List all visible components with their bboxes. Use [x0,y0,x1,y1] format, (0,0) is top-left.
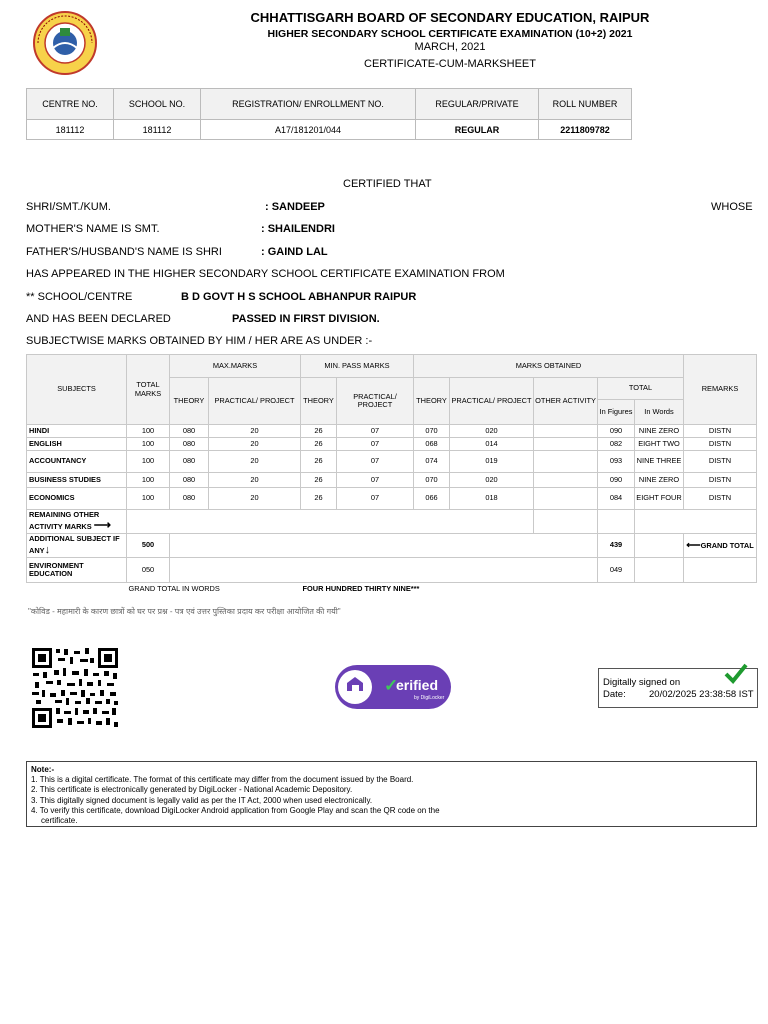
total-words: NINE ZERO [635,425,684,438]
mother-label: MOTHER'S NAME IS SMT. [26,223,160,235]
note-item: 4. To verify this certificate, download DigiLocker Android application from Google Play and scan the QR code on the [31,805,440,815]
max-theory: 080 [170,438,209,451]
total-words: NINE THREE [635,451,684,473]
verified-text: erified [396,677,439,693]
min-theory: 26 [301,488,337,510]
max-theory: 080 [170,451,209,473]
obtained-practical: 018 [450,488,534,510]
other-activity [534,473,598,488]
centre-no: 181112 [27,120,114,140]
environment-obtained: 049 [598,558,635,583]
total-marks: 100 [127,438,170,451]
min-practical: 07 [337,451,414,473]
max-theory: 080 [170,425,209,438]
verified-check-icon: ✓ [384,676,399,695]
certified-that: CERTIFIED THAT [343,178,432,190]
header-school-no: SCHOOL NO. [114,89,201,120]
total-figures: 082 [598,438,635,451]
total-figures: 093 [598,451,635,473]
col-total-marks: TOTAL MARKS [127,355,170,425]
min-theory: 26 [301,451,337,473]
total-figures: 090 [598,425,635,438]
col-other-activity: OTHER ACTIVITY [534,378,598,425]
total-marks: 100 [127,473,170,488]
obtained-theory: 074 [414,451,450,473]
grand-total-words-label: GRAND TOTAL IN WORDS [128,584,220,594]
grand-total-words: FOUR HUNDRED THIRTY NINE*** [302,584,420,594]
arrow-right-icon: ⟶ [93,517,111,532]
document-type: CERTIFICATE-CUM-MARKSHEET [364,58,536,70]
subject-name: BUSINESS STUDIES [27,473,127,488]
total-figures: 084 [598,488,635,510]
max-practical: 20 [209,488,301,510]
remaining-activity-label [27,510,127,534]
obtained-theory: 070 [414,473,450,488]
table-row [27,438,757,451]
total-marks: 100 [127,425,170,438]
col-remarks: REMARKS [684,355,757,425]
total-marks: 100 [127,451,170,473]
regular-private: REGULAR [416,120,539,140]
total-words: EIGHT TWO [635,438,684,451]
marks-table [26,354,757,596]
header-regular-private: REGULAR/PRIVATE [416,89,539,120]
subject-name: ACCOUNTANCY [27,451,127,473]
subject-name: ECONOMICS [27,488,127,510]
father-name: : GAIND LAL [261,246,328,258]
min-practical: 07 [337,473,414,488]
whose-label: WHOSE [711,201,753,213]
verified-by-text: by DigiLocker [414,695,445,701]
col-in-words: In Words [635,400,684,425]
school-label: ** SCHOOL/CENTRE [26,291,133,303]
max-total: 500 [127,534,170,558]
table-row [27,425,757,438]
candidate-info-table [26,88,632,140]
max-theory: 080 [170,488,209,510]
verified-badge [334,664,452,710]
col-max-theory: THEORY [170,378,209,425]
note-item: 2. This certificate is electronically generated by DigiLocker - National Academic Depository. [31,785,353,795]
total-words: NINE ZERO [635,473,684,488]
board-logo [30,10,100,76]
remark: DISTN [684,451,757,473]
grand-total-figure: 439 [598,534,635,558]
max-theory: 080 [170,473,209,488]
note-item: certificate. [41,816,78,826]
min-practical: 07 [337,488,414,510]
min-theory: 26 [301,473,337,488]
green-check-icon [723,663,749,685]
environment-label: ENVIRONMENT EDUCATION [27,558,127,583]
empty-cell [170,534,598,558]
environment-total: 050 [127,558,170,583]
col-max-marks: MAX.MARKS [170,355,301,378]
min-theory: 26 [301,425,337,438]
school-no: 181112 [114,120,201,140]
empty-cell [534,510,598,534]
grand-total-words-row [27,583,757,596]
remark: DISTN [684,438,757,451]
exam-title: HIGHER SECONDARY SCHOOL CERTIFICATE EXAMINATION (10+2) 2021 [267,28,633,40]
name-label: SHRI/SMT./KUM. [26,201,111,213]
signature-label: Digitally signed on [603,677,681,688]
max-practical: 20 [209,438,301,451]
empty-cell [635,534,684,558]
digital-signature [598,668,758,708]
col-ob-practical: PRACTICAL/ PROJECT [450,378,534,425]
col-total: TOTAL [598,378,684,400]
additional-subject-text: ADDITIONAL SUBJECT IF ANY [29,534,120,555]
header-registration-no: REGISTRATION/ ENROLLMENT NO. [201,89,416,120]
registration-no: A17/181201/044 [201,120,416,140]
remaining-activity-text: REMAINING OTHER ACTIVITY MARKS [29,509,100,531]
environment-row [27,558,757,583]
empty-cell [170,558,598,583]
arrow-down-icon: ↓ [44,543,51,556]
remark: DISTN [684,488,757,510]
total-marks: 100 [127,488,170,510]
candidate-name: : SANDEEP [265,201,325,213]
notes-title: Note:- [31,765,55,774]
result-division: PASSED IN FIRST DIVISION. [232,313,380,325]
mother-name: : SHAILENDRI [261,223,335,235]
board-title: CHHATTISGARH BOARD OF SECONDARY EDUCATION, RAIPUR [250,10,650,25]
max-practical: 20 [209,425,301,438]
arrow-left-icon: ⟵ [686,540,701,551]
total-figures: 090 [598,473,635,488]
appeared-text: HAS APPEARED IN THE HIGHER SECONDARY SCHOOL CERTIFICATE EXAMINATION FROM [26,268,505,280]
additional-subject-row [27,534,757,558]
header-roll-number: ROLL NUMBER [539,89,632,120]
table-row [27,451,757,473]
covid-note: "कोविड - महामारी के कारण छात्रों को घर पर प्रश्न - पत्र एवं उत्तर पुस्तिका प्रदाय कर परीक्षा आयोजित की गयी" [28,607,341,616]
other-activity [534,488,598,510]
min-theory: 26 [301,438,337,451]
max-practical: 20 [209,451,301,473]
table-row [27,488,757,510]
subject-name: ENGLISH [27,438,127,451]
other-activity [534,425,598,438]
col-min-practical: PRACTICAL/ PROJECT [337,378,414,425]
obtained-theory: 066 [414,488,450,510]
table-row [27,473,757,488]
empty-cell [27,583,127,596]
col-min-pass: MIN. PASS MARKS [301,355,414,378]
empty-cell [635,558,684,583]
remaining-activity-row [27,510,757,534]
empty-cell [598,510,635,534]
total-words: EIGHT FOUR [635,488,684,510]
exam-session: MARCH, 2021 [414,41,486,53]
col-in-figures: In Figures [598,400,635,425]
col-min-theory: THEORY [301,378,337,425]
qr-code [30,646,120,735]
remark: DISTN [684,473,757,488]
empty-cell [635,510,757,534]
notes-box [26,761,757,827]
note-item: 1. This is a digital certificate. The format of this certificate may differ from the document issued by the Board. [31,775,414,785]
school-name: B D GOVT H S SCHOOL ABHANPUR RAIPUR [181,291,417,303]
subjectwise-text: SUBJECTWISE MARKS OBTAINED BY HIM / HER ARE AS UNDER :- [26,335,373,347]
signature-date: 20/02/2025 23:38:58 IST [649,689,754,700]
note-item: 3. This digitally signed document is legally valid as per the IT Act, 2000 when used electronically. [31,795,373,805]
subject-name: HINDI [27,425,127,438]
col-marks-obtained: MARKS OBTAINED [414,355,684,378]
grand-total-label: GRAND TOTAL [700,541,754,550]
obtained-practical: 014 [450,438,534,451]
additional-subject-label [27,534,127,558]
min-practical: 07 [337,438,414,451]
roll-number: 2211809782 [539,120,632,140]
other-activity [534,451,598,473]
father-label: FATHER'S/HUSBAND'S NAME IS SHRI [26,246,222,258]
declared-label: AND HAS BEEN DECLARED [26,313,171,325]
other-activity [534,438,598,451]
obtained-theory: 068 [414,438,450,451]
col-max-practical: PRACTICAL/ PROJECT [209,378,301,425]
empty-cell [684,558,757,583]
obtained-practical: 020 [450,473,534,488]
obtained-practical: 019 [450,451,534,473]
signature-date-label: Date: [603,689,626,700]
col-ob-theory: THEORY [414,378,450,425]
header-centre-no: CENTRE NO. [27,89,114,120]
max-practical: 20 [209,473,301,488]
obtained-theory: 070 [414,425,450,438]
col-subjects: SUBJECTS [27,355,127,425]
grand-total-marker [684,534,757,558]
obtained-practical: 020 [450,425,534,438]
empty-cell [127,510,534,534]
remark: DISTN [684,425,757,438]
min-practical: 07 [337,425,414,438]
